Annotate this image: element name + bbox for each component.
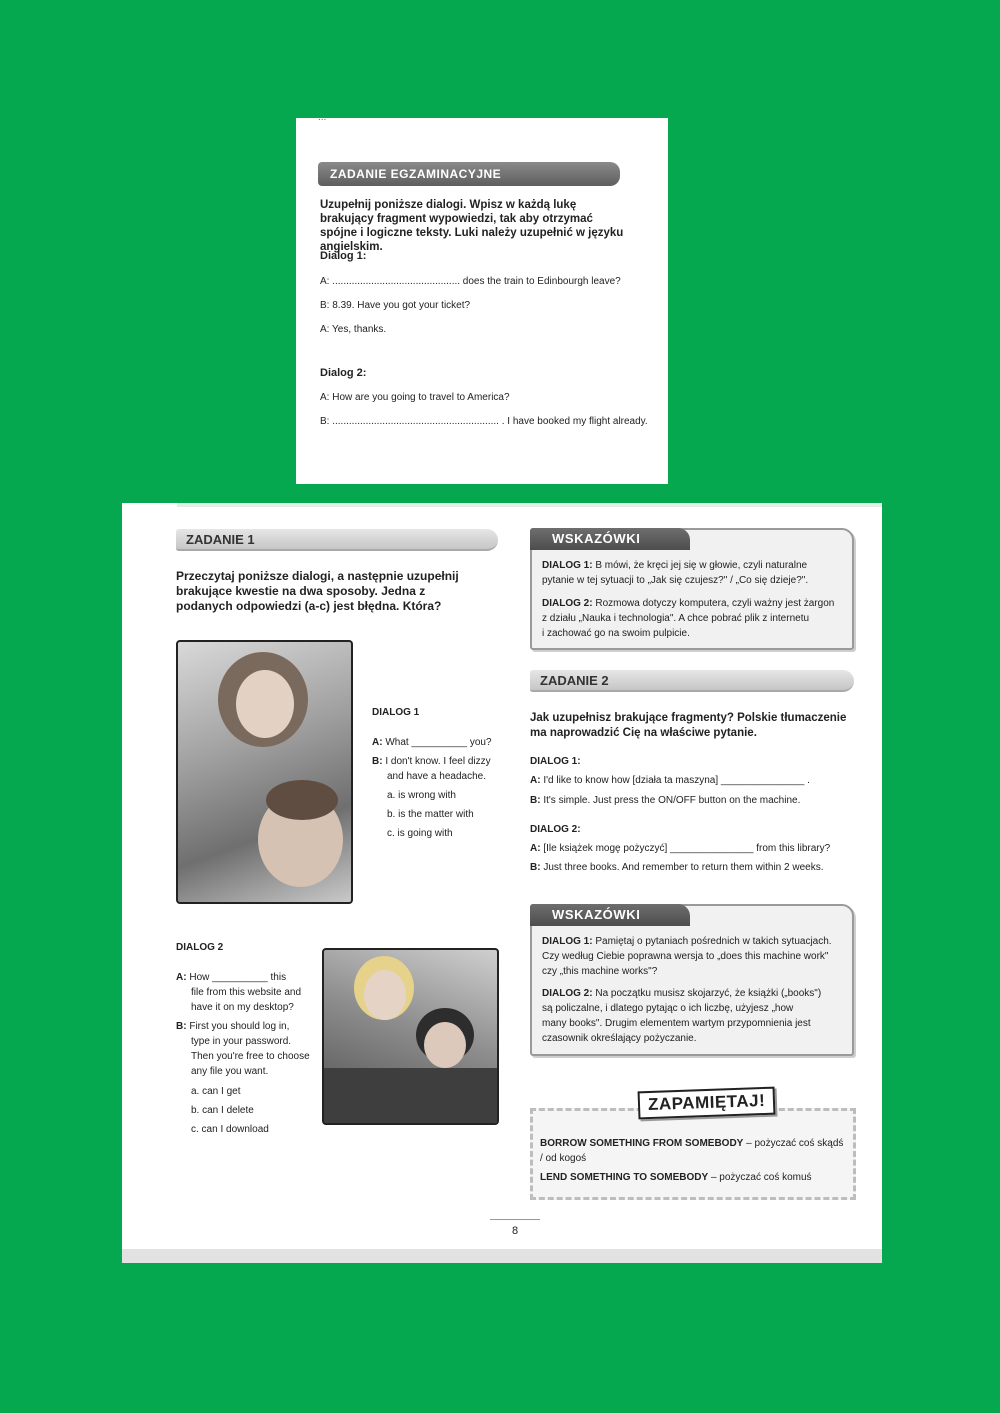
dialog1-line-a: A: .............................................. does the train to Edinbourgh leave? bbox=[320, 276, 621, 287]
z1-d1-b-label: B: bbox=[372, 756, 383, 767]
z2-d1-b-text: It's simple. Just press the ON/OFF button on the machine. bbox=[543, 795, 801, 806]
hints1-p2-line3: i zachować go na swoim pulpicie. bbox=[542, 628, 690, 639]
dialog1-title: Dialog 1: bbox=[320, 250, 367, 262]
hints1-p1-line2: pytanie w tej sytuacji to „Jak się czujesz?" / „Co się dzieje?". bbox=[542, 575, 809, 586]
z1-d2-option-b[interactable]: b. can I delete bbox=[191, 1105, 254, 1116]
hints2-p2-line3: many books". Drugim elementem wartym przypomnienia jest bbox=[542, 1018, 811, 1029]
z2-d1-a-text: I'd like to know how [działa ta maszyna] _______________ . bbox=[543, 775, 810, 786]
z1-d1-option-b[interactable]: b. is the matter with bbox=[387, 809, 474, 820]
z1-d2-option-a[interactable]: a. can I get bbox=[191, 1086, 241, 1097]
hints1-header: WSKAZÓWKI bbox=[530, 528, 690, 550]
z2-d2-a-text: [Ile książek mogę pożyczyć] _______________ from this library? bbox=[543, 843, 831, 854]
exam-task-header: ZADANIE EGZAMINACYJNE bbox=[318, 162, 620, 186]
z1-d1-option-c[interactable]: c. is going with bbox=[387, 828, 453, 839]
hints1-box bbox=[530, 528, 854, 650]
z2-d1-a-label: A: bbox=[530, 775, 541, 786]
page-number: 8 bbox=[490, 1219, 540, 1237]
hints1-p2-line1: Rozmowa dotyczy komputera, czyli ważny jest żargon bbox=[592, 598, 835, 609]
z1-d1-b-text2: and have a headache. bbox=[387, 771, 486, 782]
z1-d2-b-line2: type in your password. bbox=[191, 1036, 292, 1047]
remember-title: ZAPAMIĘTAJ! bbox=[638, 1087, 776, 1120]
hints2-p1-line1: Pamiętaj o pytaniach pośrednich w takich sytuacjach. bbox=[592, 936, 832, 947]
z1-d1-b-text1: I don't know. I feel dizzy bbox=[385, 756, 491, 767]
hints2-p2-label: DIALOG 2: bbox=[542, 988, 593, 999]
dialog1-line-a2: A: Yes, thanks. bbox=[320, 324, 387, 335]
z1-d2-b-label: B: bbox=[176, 1021, 187, 1032]
dialog1-line-b: B: 8.39. Have you got your ticket? bbox=[320, 300, 471, 311]
z2-d1-b-label: B: bbox=[530, 795, 541, 806]
hints2-box bbox=[530, 904, 854, 1056]
textbook-page bbox=[122, 503, 882, 1263]
hints2-p2-line2: są policzalne, i dlatego pytając o ich liczbę, użyjesz „how bbox=[542, 1003, 794, 1014]
zadanie1-intro: Przeczytaj poniższe dialogi, a następnie uzupełnij brakujące kwestie na dwa sposoby. Jedna z podanych odpowiedzi (a-c) jest błędna. Która? bbox=[176, 569, 459, 613]
page-top-divider bbox=[177, 503, 882, 507]
remember-item2-def: – pożyczać coś komuś bbox=[708, 1172, 812, 1183]
hints1-p1-line1: B mówi, że kręci jej się w głowie, czyli naturalne bbox=[592, 560, 808, 571]
hints1-p2-label: DIALOG 2: bbox=[542, 598, 593, 609]
z1-d2-a-label: A: bbox=[176, 972, 187, 983]
dialog2-line-a: A: How are you going to travel to America? bbox=[320, 392, 510, 403]
z2-d2-b-label: B: bbox=[530, 862, 541, 873]
hints2-p2-line4: czasownik określający pożyczanie. bbox=[542, 1033, 697, 1044]
photo-computer-office bbox=[322, 948, 499, 1125]
z2-d2-a-label: A: bbox=[530, 843, 541, 854]
remember-item1-def2: / od kogoś bbox=[540, 1153, 587, 1164]
hints1-p2-line2: z działu „Nauka i technologia". A chce pobrać plik z internetu bbox=[542, 613, 810, 624]
z1-d2-a-line1: How __________ this bbox=[189, 972, 287, 983]
photo-sick-boy bbox=[176, 640, 353, 904]
page-bottom-bar bbox=[122, 1249, 882, 1263]
dialog2-line-b: B: ............................................................ . I have booked my flight already. bbox=[320, 416, 648, 427]
z2-dialog1-title: DIALOG 1: bbox=[530, 756, 581, 767]
z2-dialog2-title: DIALOG 2: bbox=[530, 824, 581, 835]
z1-d2-b-line4: any file you want. bbox=[191, 1066, 269, 1077]
exam-task-card bbox=[296, 112, 668, 484]
z1-d2-b-line3: Then you're free to choose bbox=[191, 1051, 310, 1062]
dialog2-title: Dialog 2: bbox=[320, 367, 367, 379]
remember-item1-def: – pożyczać coś skądś bbox=[743, 1138, 844, 1149]
z1-d2-b-line1: First you should log in, bbox=[189, 1021, 290, 1032]
zadanie2-intro: Jak uzupełnisz brakujące fragmenty? Polskie tłumaczenie ma naprowadzić Cię na właściwe pytanie. bbox=[530, 712, 847, 739]
zadanie2-header: ZADANIE 2 bbox=[530, 670, 854, 692]
hints2-header: WSKAZÓWKI bbox=[530, 904, 690, 926]
hints2-p1-line2: Czy według Ciebie poprawna wersja to „does this machine work" bbox=[542, 951, 829, 962]
remember-item2-term: LEND SOMETHING TO SOMEBODY bbox=[540, 1172, 709, 1183]
z1-d1-option-a[interactable]: a. is wrong with bbox=[387, 790, 456, 801]
hints2-p2-line1: Na początku musisz skojarzyć, że książki („books") bbox=[592, 988, 822, 999]
exam-instruction: Uzupełnij poniższe dialogi. Wpisz w każdą lukę brakujący fragment wypowiedzi, tak aby otrzymać spójne i logiczne teksty. Luki należy uzupełnić w języku angielskim. bbox=[320, 199, 624, 253]
z2-d2-b-text: Just three books. And remember to return them within 2 weeks. bbox=[543, 862, 824, 873]
z1-dialog2-title: DIALOG 2 bbox=[176, 942, 224, 953]
cut-off-text: ... bbox=[318, 112, 327, 123]
z1-d2-a-line2: file from this website and bbox=[191, 987, 302, 998]
hints1-p1-label: DIALOG 1: bbox=[542, 560, 593, 571]
zadanie1-header: ZADANIE 1 bbox=[176, 529, 498, 551]
z1-dialog1-title: DIALOG 1 bbox=[372, 707, 420, 718]
z1-d1-a-label: A: bbox=[372, 737, 383, 748]
hints2-p1-label: DIALOG 1: bbox=[542, 936, 593, 947]
remember-item1-term: BORROW SOMETHING FROM SOMEBODY bbox=[540, 1138, 744, 1149]
z1-d2-option-c[interactable]: c. can I download bbox=[191, 1124, 269, 1135]
z1-d1-a-text: What __________ you? bbox=[385, 737, 492, 748]
hints2-p1-line3: czy „this machine works"? bbox=[542, 966, 658, 977]
z1-d2-a-line3: have it on my desktop? bbox=[191, 1002, 294, 1013]
